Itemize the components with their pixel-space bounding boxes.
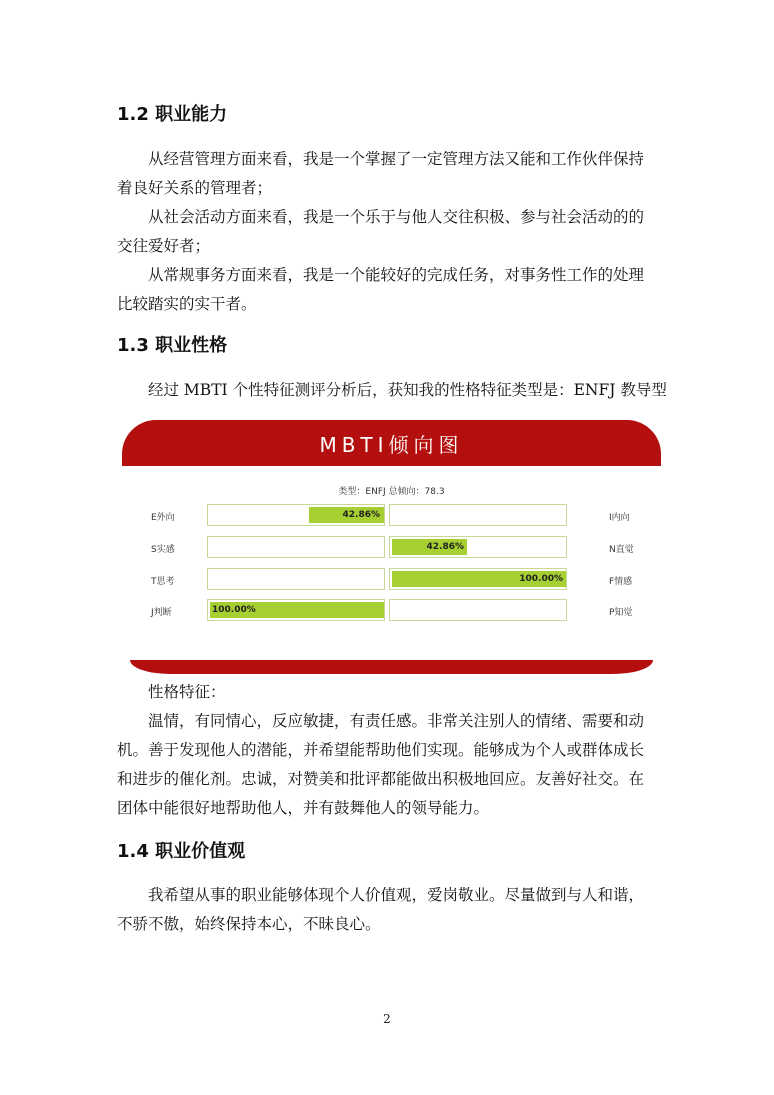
paragraph-routine: 从常规事务方面来看，我是一个能较好的完成任务，对事务性工作的处理比较踏实的实干者。	[117, 266, 645, 313]
mbti-left-label: E外向	[151, 513, 175, 523]
mbti-chart-header	[122, 420, 661, 466]
mbti-bar: 42.86%	[309, 507, 384, 523]
mbti-right-label: F情感	[609, 577, 633, 587]
mbti-right-box	[389, 504, 567, 526]
mbti-right-box	[389, 536, 567, 558]
mbti-intro-text: 经过 MBTI 个性特征测评分析后，获知我的性格特征类型是：ENFJ 教导型	[148, 381, 667, 399]
mbti-bar: 100.00%	[210, 602, 384, 618]
paragraph-values: 我希望从事的职业能够体现个人价值观，爱岗敬业。尽量做到与人和谐，不骄不傲，始终保持本心，不昧良心。	[117, 886, 645, 933]
paragraph-management: 从经营管理方面来看，我是一个掌握了一定管理方法又能和工作伙伴保持着良好关系的管理者；	[117, 150, 645, 197]
mbti-row	[122, 568, 661, 592]
mbti-left-box	[207, 504, 385, 526]
mbti-right-box	[389, 599, 567, 621]
paragraph-traits: 温情，有同情心，反应敏捷，有责任感。非常关注别人的情绪、需要和动机。善于发现他人的潜能，并希望能帮助他们实现。能够成为个人或群体成长和进步的催化剂。忠诚，对赞美和批评都能做出积极地回应。友善好社交。在团体中能很好地帮助他人，并有鼓舞他人的领导能力。	[117, 712, 645, 817]
mbti-row	[122, 536, 661, 560]
page-number: 2	[383, 1012, 391, 1026]
mbti-left-label: T思考	[151, 577, 175, 587]
mbti-bar: 100.00%	[392, 571, 566, 587]
mbti-left-label: S实感	[151, 545, 175, 555]
mbti-row	[122, 599, 661, 623]
mbti-row	[122, 504, 661, 528]
mbti-right-label: P知觉	[609, 608, 633, 618]
mbti-left-box	[207, 599, 385, 621]
mbti-right-box	[389, 568, 567, 590]
section-heading-career-personality: 1.3 职业性格	[117, 335, 228, 356]
paragraph-social: 从社会活动方面来看，我是一个乐于与他人交往积极、参与社会活动的的交往爱好者；	[117, 208, 645, 255]
mbti-chart-title: MBTI倾向图	[319, 432, 464, 457]
mbti-left-box	[207, 536, 385, 558]
section-heading-career-ability: 1.2 职业能力	[117, 104, 228, 125]
mbti-chart	[122, 420, 661, 675]
mbti-chart-subtitle: 类型：ENFJ 总倾向：78.3	[338, 487, 445, 497]
traits-label: 性格特征：	[148, 683, 226, 701]
mbti-chart-footer-band	[130, 660, 653, 674]
mbti-left-box	[207, 568, 385, 590]
mbti-left-label: J判断	[151, 608, 172, 618]
mbti-right-label: I内向	[609, 513, 630, 523]
mbti-bar: 42.86%	[392, 539, 467, 555]
mbti-right-label: N直觉	[609, 545, 634, 555]
section-heading-career-values: 1.4 职业价值观	[117, 841, 246, 862]
